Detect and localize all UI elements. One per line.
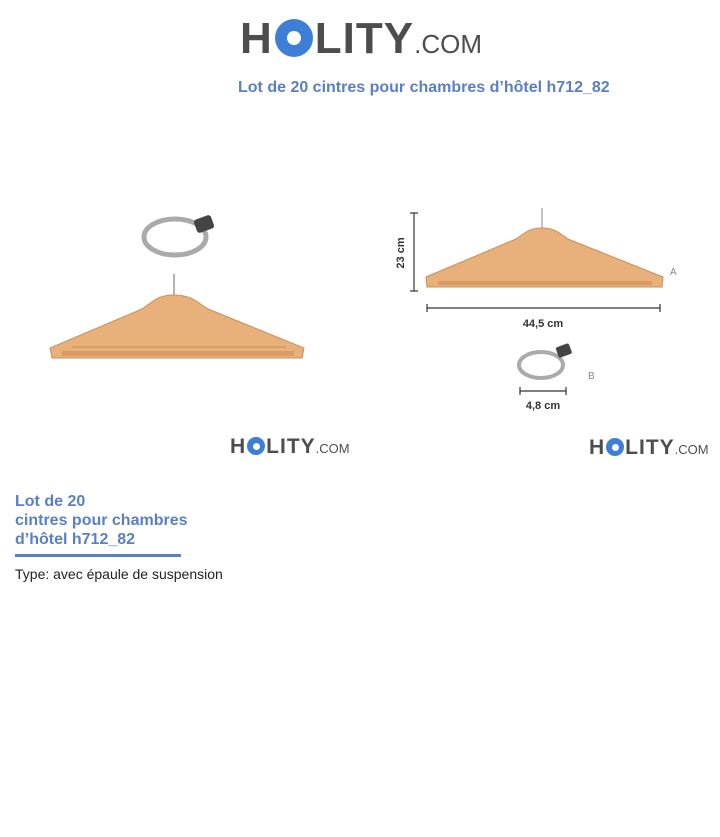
width-label: 44,5 cm (522, 318, 564, 330)
logo-domain: .COM (674, 442, 709, 457)
logo-text-lity: LITY (314, 14, 415, 63)
ring-clip-icon (519, 343, 595, 382)
part-a-label: A (670, 267, 677, 278)
logo-domain: .COM (414, 29, 482, 59)
logo-text-lity: LITY (625, 436, 675, 459)
product-title (15, 492, 215, 549)
ring-label: 4,8 cm (525, 400, 561, 412)
height-label: 23 cm (395, 237, 407, 269)
image-watermark-logo (230, 435, 350, 459)
part-b-label: B (588, 371, 595, 382)
logo-o-icon (275, 19, 313, 57)
ring-dimension (520, 387, 566, 412)
height-dimension (395, 213, 418, 291)
title-underline (15, 554, 181, 557)
logo-domain: .COM (315, 441, 350, 456)
width-dimension (427, 304, 660, 330)
image-watermark-logo (589, 436, 709, 460)
product-type: Type: avec épaule de suspension (15, 566, 223, 582)
site-logo[interactable] (240, 14, 482, 64)
product-title-line: Lot de 20 (15, 493, 86, 510)
ring-clip-icon (144, 214, 215, 255)
logo-text-h: H (589, 436, 606, 459)
product-image-dimensions[interactable] (390, 195, 715, 420)
logo-o-icon (247, 437, 265, 455)
logo-text-lity: LITY (266, 435, 316, 458)
page-title: Lot de 20 cintres pour chambres d’hôtel h712_82 (238, 79, 610, 96)
product-title-line: cintres pour chambres (15, 512, 188, 529)
logo-text-h: H (240, 14, 273, 63)
hanger-icon (50, 274, 304, 358)
logo-text-h: H (230, 435, 247, 458)
product-image-main[interactable] (40, 195, 320, 380)
hanger-icon (426, 208, 677, 287)
product-title-line: d’hôtel h712_82 (15, 531, 136, 548)
logo-o-icon (606, 438, 624, 456)
